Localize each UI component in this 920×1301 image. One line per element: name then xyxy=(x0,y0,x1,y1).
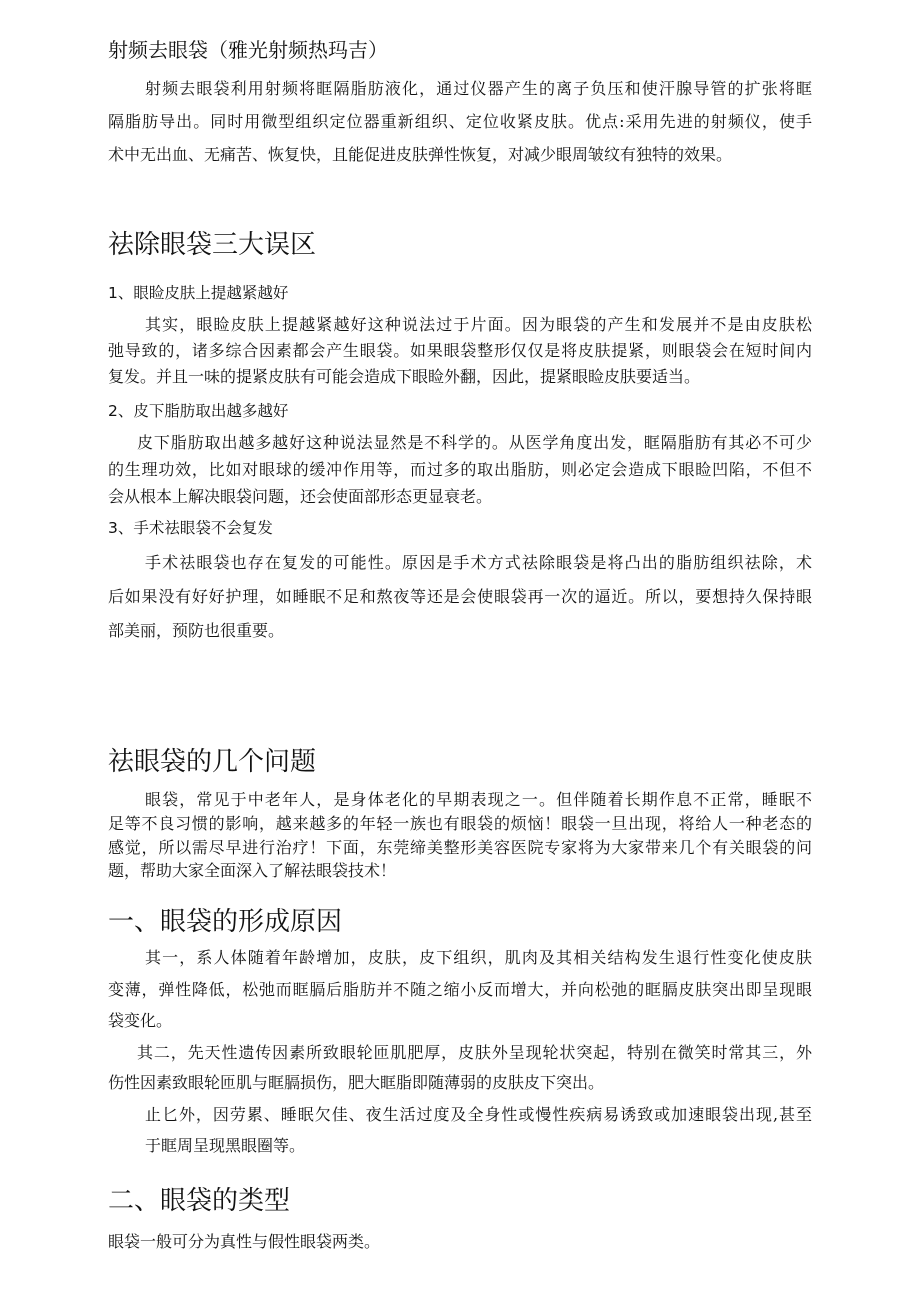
paragraph-line: 袋变化。 xyxy=(108,1011,173,1030)
rf-eye-bag-paragraph xyxy=(108,72,812,171)
causes-heading: 一、眼袋的形成原因 xyxy=(108,907,343,937)
questions-intro-paragraph xyxy=(108,788,812,883)
paragraph-line: 其实，眼睑皮肤上提越紧越好这种说法过于片面。因为眼袋的产生和发展并不是由皮肤松 xyxy=(145,315,812,334)
misconception-1-paragraph xyxy=(108,312,812,390)
cause-2-paragraph xyxy=(108,1038,812,1098)
cause-1-paragraph xyxy=(108,942,812,1037)
paragraph-line: 弛导致的，诸多综合因素都会产生眼袋。如果眼袋整形仅仅是将皮肤提紧，则眼袋会在短时间内 xyxy=(108,341,812,360)
paragraph-line: 部美丽，预防也很重要。 xyxy=(108,621,285,640)
misconception-3-title: 3、手术祛眼袋不会复发 xyxy=(108,519,273,537)
misconceptions-heading: 祛除眼袋三大误区 xyxy=(108,230,317,260)
paragraph-line: 其一，系人体随着年龄增加，皮肤，皮下组织，肌肉及其相关结构发生退行性变化使皮肤 xyxy=(145,948,812,967)
paragraph-line: 变薄，弹性降低，松弛而眶膈后脂肪并不随之缩小反而增大，并向松弛的眶膈皮肤突出即呈现眼 xyxy=(108,979,812,999)
paragraph-line: 伤性因素致眼轮匝肌与眶膈损伤，肥大眶脂即随薄弱的皮肤皮下突出。 xyxy=(108,1073,605,1092)
cause-3-paragraph xyxy=(145,1099,812,1161)
types-paragraph xyxy=(108,1230,812,1254)
paragraph-line: 手术祛眼袋也存在复发的可能性。原因是手术方式祛除眼袋是将凸出的脂肪组织祛除，术 xyxy=(145,553,812,572)
paragraph-line: 术中无出血、无痛苦、恢复快，且能促进皮肤弹性恢复，对减少眼周皱纹有独特的效果。 xyxy=(108,145,733,164)
paragraph-line: 会从根本上解决眼袋问题，还会使面部形态更显衰老。 xyxy=(108,487,493,506)
paragraph-line: 题，帮助大家全面深入了解祛眼袋技术！ xyxy=(108,861,397,881)
paragraph-line: 皮下脂肪取出越多越好这种说法显然是不科学的。从医学角度出发，眶隔脂肪有其必不可少 xyxy=(137,433,812,452)
misconception-2-paragraph xyxy=(108,429,812,510)
paragraph-line: 复发。并且一味的提紧皮肤有可能会造成下眼睑外翻，因此，提紧眼睑皮肤要适当。 xyxy=(108,367,701,386)
types-heading: 二、眼袋的类型 xyxy=(108,1186,291,1216)
rf-eye-bag-title: 射频去眼袋（雅光射频热玛吉） xyxy=(108,38,388,62)
paragraph-line: 其二，先天性遗传因素所致眼轮匝肌肥厚，皮肤外呈现轮状突起，特别在微笑时常其三，外 xyxy=(137,1043,812,1062)
paragraph-line: 于眶周呈现黑眼圈等。 xyxy=(145,1136,306,1155)
paragraph-line: 感觉，所以需尽早进行治疗！下面，东莞缔美整形美容医院专家将为大家带来几个有关眼袋的问 xyxy=(108,837,812,857)
misconception-1-title: 1、眼睑皮肤上提越紧越好 xyxy=(108,284,289,302)
paragraph-line: 后如果没有好好护理，如睡眠不足和熬夜等还是会使眼袋再一次的逼近。所以，要想持久保持眼 xyxy=(108,587,812,606)
misconception-2-title: 2、皮下脂肪取出越多越好 xyxy=(108,402,289,420)
paragraph-line: 眼袋，常见于中老年人，是身体老化的早期表现之一。但伴随着长期作息不正常，睡眠不 xyxy=(145,790,812,809)
paragraph-line: 止匕外，因劳累、睡眠欠佳、夜生活过度及全身性或慢性疾病易诱致或加速眼袋出现,甚至 xyxy=(145,1105,812,1124)
questions-heading: 祛眼袋的几个问题 xyxy=(108,747,317,777)
paragraph-line: 隔脂肪导出。同时用微型组织定位器重新组织、定位收紧皮肤。优点:采用先进的射频仪，使手 xyxy=(108,112,812,131)
paragraph-line: 眼袋一般可分为真性与假性眼袋两类。 xyxy=(108,1232,381,1251)
paragraph-line: 射频去眼袋利用射频将眶隔脂肪液化，通过仪器产生的离子负压和使汗腺导管的扩张将眶 xyxy=(145,79,812,98)
paragraph-line: 的生理功效，比如对眼球的缓冲作用等，而过多的取出脂肪，则必定会造成下眼睑凹陷，不但不 xyxy=(108,460,812,479)
misconception-3-paragraph xyxy=(108,546,812,648)
paragraph-line: 足等不良习惯的影响，越来越多的年轻一族也有眼袋的烦恼！眼袋一旦出现，将给人一种老态的 xyxy=(108,813,812,833)
